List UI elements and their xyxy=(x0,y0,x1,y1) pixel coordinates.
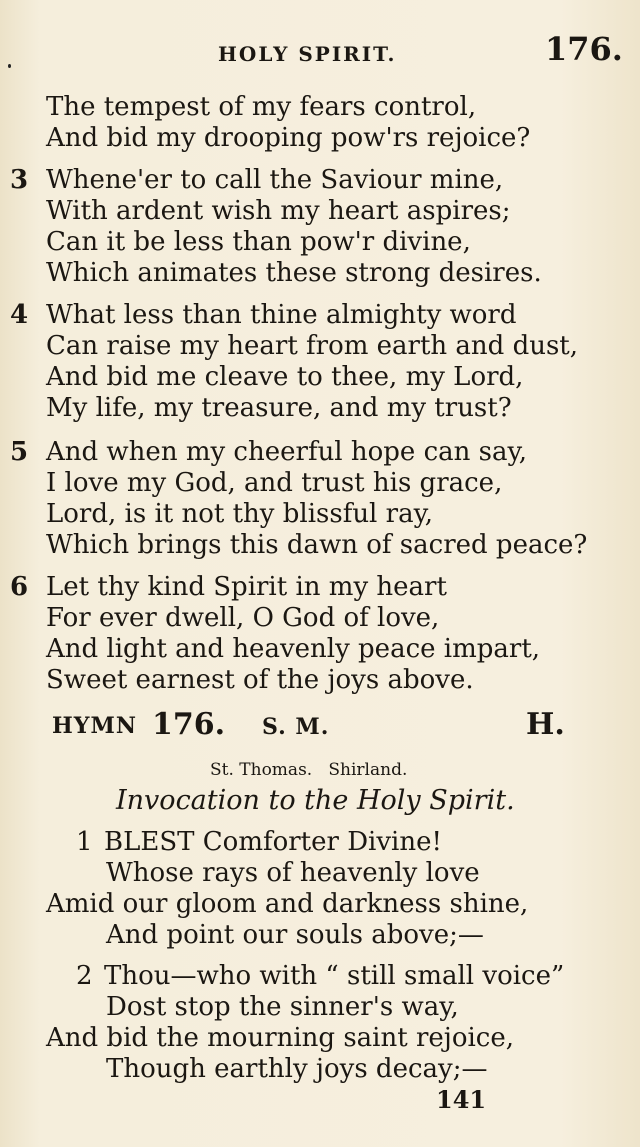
verse-line: Let thy kind Spirit in my heart xyxy=(46,572,447,602)
hymn-meter: S. M. xyxy=(262,714,330,740)
verse-line: Dost stop the sinner's way, xyxy=(106,992,459,1022)
verse-number: 3 xyxy=(10,165,29,195)
verse-line: Can raise my heart from earth and dust, xyxy=(46,331,579,361)
verse-line: Thou—who with “ still small voice” xyxy=(104,961,565,991)
verse-number: 2 xyxy=(76,961,93,991)
verse-number: 4 xyxy=(10,300,29,330)
ink-speck xyxy=(8,64,11,68)
verse-line: BLEST Comforter Divine! xyxy=(104,827,442,857)
verse-line: Whose rays of heavenly love xyxy=(106,858,480,888)
running-header-page-number: 176. xyxy=(545,30,623,68)
hymn-label: HYMN xyxy=(52,713,137,739)
verse-line: What less than thine almighty word xyxy=(46,300,517,330)
verse-number: 6 xyxy=(10,572,29,602)
hymn-title: Invocation to the Holy Spirit. xyxy=(116,785,515,816)
hymn-author-mark: H. xyxy=(526,707,565,742)
verse-number: 5 xyxy=(10,437,29,467)
hymn-number: 176. xyxy=(152,707,226,742)
footer-page-number: 141 xyxy=(436,1085,487,1114)
verse-line: Whene'er to call the Saviour mine, xyxy=(46,165,504,195)
running-header-title: HOLY SPIRIT. xyxy=(218,42,397,66)
verse-line: And light and heavenly peace impart, xyxy=(46,634,541,664)
verse-line: Amid our gloom and darkness shine, xyxy=(46,889,529,919)
verse-line: Which animates these strong desires. xyxy=(46,258,542,288)
verse-line: Can it be less than pow'r divine, xyxy=(46,227,471,257)
tune-names: St. Thomas. Shirland. xyxy=(210,760,408,780)
verse-line: Though earthly joys decay;— xyxy=(106,1054,488,1084)
verse-line: My life, my treasure, and my trust? xyxy=(46,393,512,423)
verse-number: 1 xyxy=(76,827,93,857)
carryover-line: The tempest of my fears control, xyxy=(46,92,477,122)
verse-line: Sweet earnest of the joys above. xyxy=(46,665,474,695)
verse-line: For ever dwell, O God of love, xyxy=(46,603,440,633)
verse-line: And bid the mourning saint rejoice, xyxy=(46,1023,515,1053)
verse-line: And when my cheerful hope can say, xyxy=(46,437,527,467)
verse-line: I love my God, and trust his grace, xyxy=(46,468,503,498)
verse-line: Which brings this dawn of sacred peace? xyxy=(46,530,588,560)
verse-line: With ardent wish my heart aspires; xyxy=(46,196,511,226)
verse-line: And point our souls above;— xyxy=(106,920,484,950)
verse-line: Lord, is it not thy blissful ray, xyxy=(46,499,434,529)
verse-line: And bid me cleave to thee, my Lord, xyxy=(46,362,524,392)
carryover-line: And bid my drooping pow'rs rejoice? xyxy=(46,123,531,153)
